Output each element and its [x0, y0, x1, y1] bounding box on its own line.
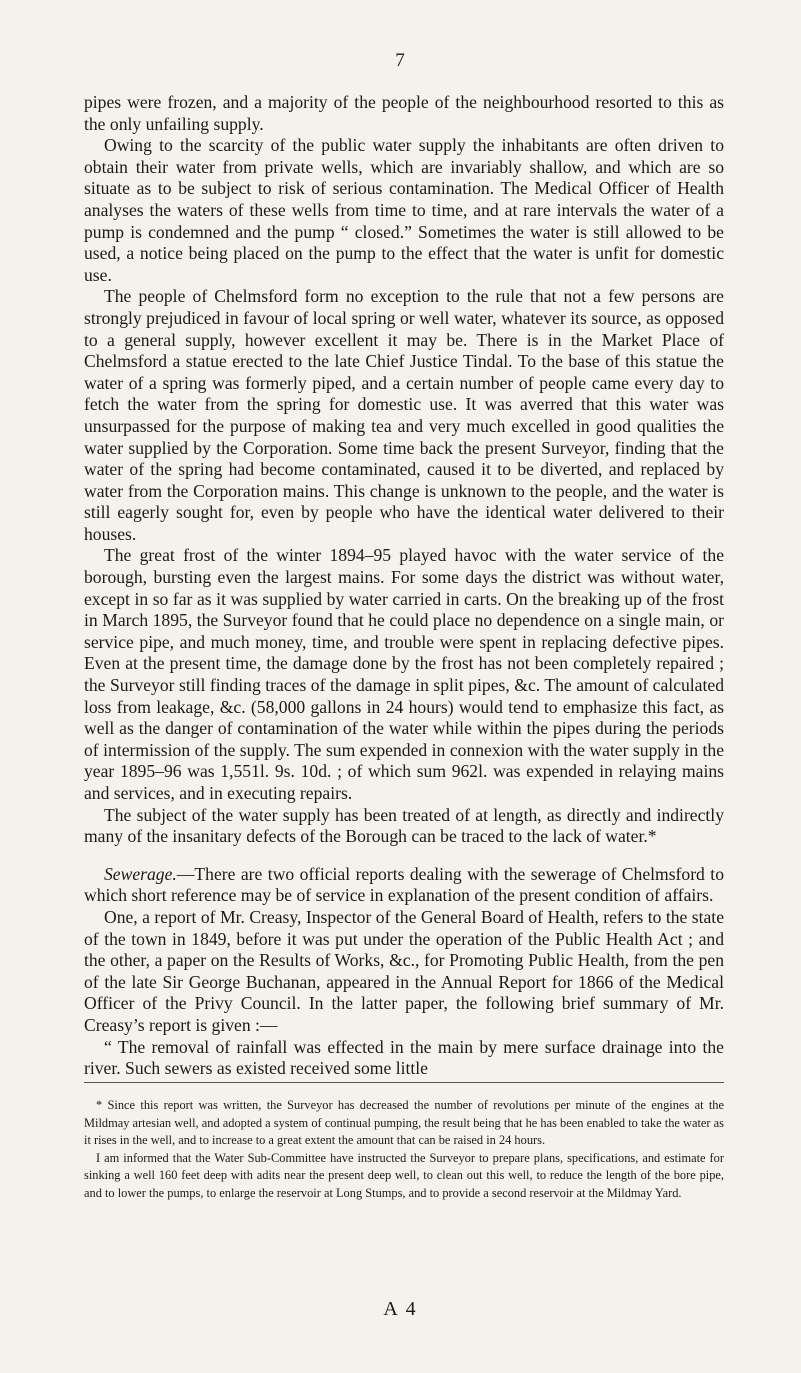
footnotes: [84, 1082, 724, 1202]
paragraph: The people of Chelmsford form no exception to the rule that not a few persons are strongly prejudiced in favour of local spring or well water, whatever its source, as opposed to a general supply, however excellent it may be. There is in the Market Place of Chelmsford a statue erected to the late Chief Justice Tindal. To the base of this statue the water of a spring was formerly piped, and a certain number of people came every day to fetch the water from the spring for domestic use. It was averred that this water was unsurpassed for the purpose of making tea and very much excelled in good qualities the water supplied by the Corporation. Some time back the present Surveyor, finding that the water of the spring had become contaminated, caused it to be diverted, and replaced by water from the Corporation mains. This change is unknown to the people, and the water is still eagerly sought for, even by people who have the identical water delivered to their houses.: [84, 286, 724, 544]
paragraph: The great frost of the winter 1894–95 played havoc with the water service of the borough, bursting even the largest mains. For some days the district was without water, except in so far as it was supplied by water carried in carts. On the breaking up of the frost in March 1895, the Surveyor found that he could place no dependence on a single main, or service pipe, and much money, time, and trouble were spent in replacing defective pipes. Even at the present time, the damage done by the frost has not been completely repaired ; the Surveyor still finding traces of the damage in split pipes, &c. The amount of calculated loss from leakage, &c. (58,000 gallons in 24 hours) would tend to emphasize this fact, as well as the danger of contamination of the water while within the pipes during the periods of intermission of the supply. The sum expended in connexion with the water supply in the year 1895–96 was 1,551l. 9s. 10d. ; of which sum 962l. was expended in relaying mains and services, and in executing repairs.: [84, 545, 724, 803]
body-text: [84, 92, 724, 1080]
paragraph: pipes were frozen, and a majority of the people of the neighbourhood resorted to this as the only unfailing supply.: [84, 92, 724, 134]
paragraph: One, a report of Mr. Creasy, Inspector of the General Board of Health, refers to the state of the town in 1849, before it was put under the operation of the Public Health Act ; and the other, a paper on the Results of Works, &c., for Promoting Public Health, from the pen of the late Sir George Buchanan, appeared in the Annual Report for 1866 of the Medical Officer of the Privy Council. In the latter paper, the following brief summary of Mr. Creasy’s report is given :—: [84, 906, 724, 1035]
footnote: I am informed that the Water Sub-Committee have instructed the Surveyor to prepare plans, specifications, and estimate for sinking a well 160 feet deep with adits near the present deep well, to clean out this well, to reduce the length of the bore pipe, and to lower the pumps, to enlarge the reservoir at Long Stumps, and to provide a second reservoir at the Mildmay Yard.: [84, 1150, 724, 1200]
paragraph: The subject of the water supply has been treated of at length, as directly and indirectly many of the insanitary defects of the Borough can be traced to the lack of water.*: [84, 804, 724, 847]
paragraph: Owing to the scarcity of the public water supply the inhabitants are often driven to obtain their water from private wells, which are invariably shallow, and which are so situate as to be subject to risk of serious contamination. The Medical Officer of Health analyses the waters of these wells from time to time, and at rare intervals the water of a pump is condemned and the pump “ closed.” Sometimes the water is still allowed to be used, a notice being placed on the pump to the effect that the water is unfit for domestic use.: [84, 135, 724, 285]
paragraph: “ The removal of rainfall was effected in the main by mere surface drainage into the river. Such sewers as existed received some little: [84, 1036, 724, 1079]
signature-mark: A 4: [383, 1298, 418, 1320]
sewerage-intro: —There are two official reports dealing with the sewerage of Chelmsford to which short reference may be of service in explanation of the present condition of affairs.: [84, 863, 724, 906]
sewerage-paragraph: [84, 864, 724, 907]
sewerage-heading: Sewerage.: [104, 863, 177, 884]
footnote: * Since this report was written, the Surveyor has decreased the number of revolutions per minute of the engines at the Mildmay artesian well, and adopted a system of continual pumping, the result being that he has been enabled to take the water as it rises in the well, and to increase to a great extent the amount that can be raised in 24 hours.: [84, 1098, 724, 1147]
page-number: 7: [395, 50, 406, 71]
